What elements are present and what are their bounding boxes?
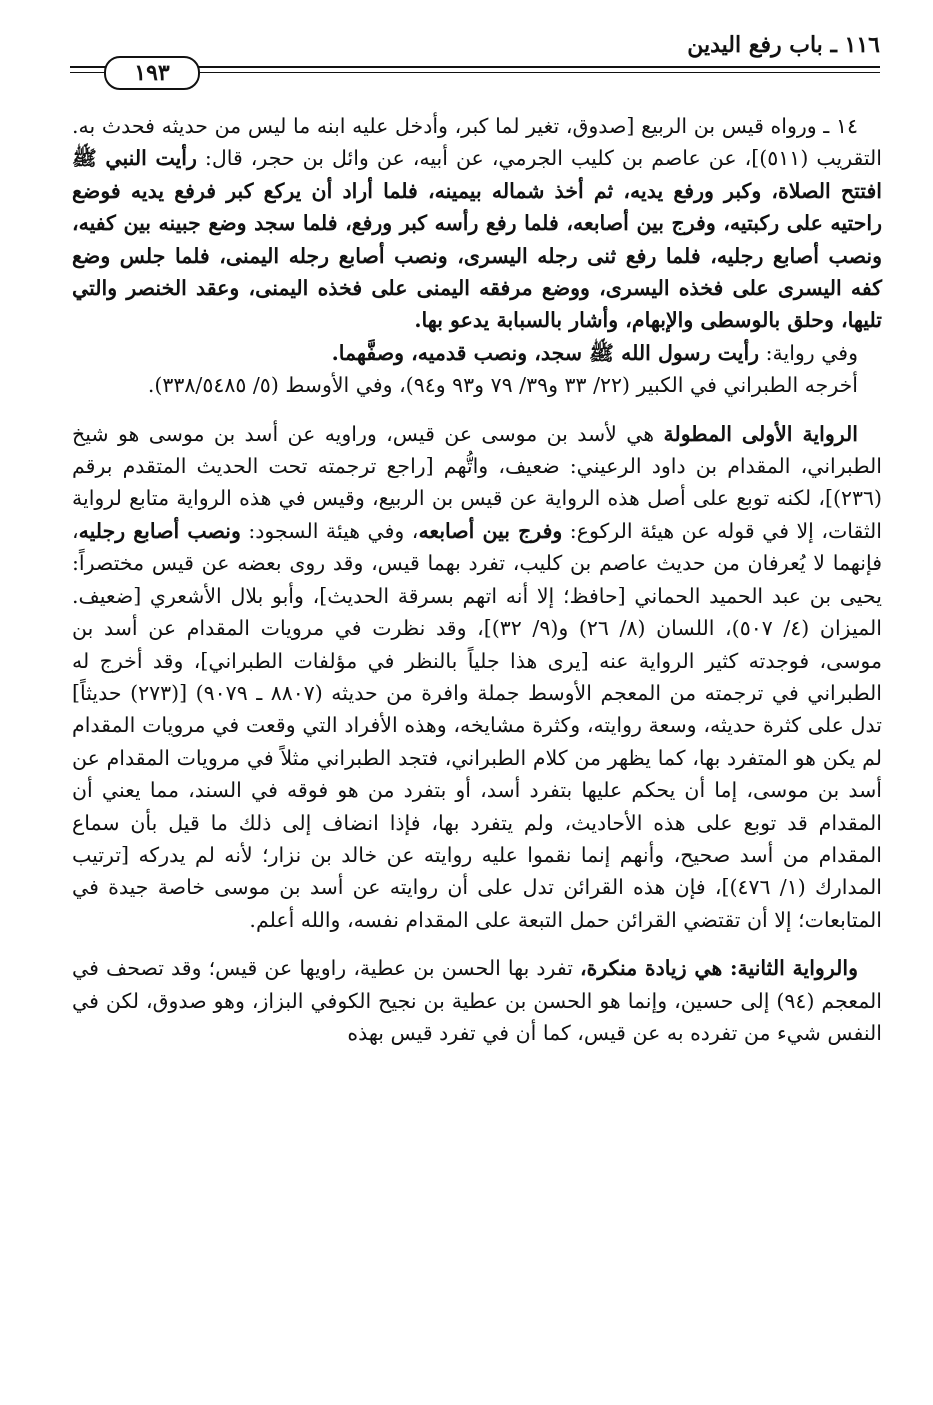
- variant-text: رأيت رسول الله ﷺ سجد، ونصب قدميه، وصفَّهما.: [331, 340, 760, 365]
- commentary-first-part1: هي لأسد بن موسى عن قيس، وراويه عن أسد بن موسى هو شيخ الطبراني، المقدام بن داود الرعيني: ضعيف، واتُّهم [راجع ترجمته تحت الحديث المتقدم برقم (٢٣٦)]، لكنه توبع على أصل هذه الرواية عن قيس بن الربيع، وقيس في هذه الرواية متابع لرواية الثقات، إلا في قوله عن هيئة الركوع:: [72, 421, 882, 543]
- spacer: [72, 936, 882, 952]
- commentary-second: [72, 952, 882, 1049]
- page-header: [70, 32, 880, 86]
- takhrij-paragraph: أخرجه الطبراني في الكبير (٢٢/ ٣٣ و٣٩/ ٧٩ و٩٣ و٩٤)، وفي الأوسط (٥/ ٣٣٨/٥٤٨٥).: [147, 373, 858, 398]
- commentary-first-lead: الرواية الأولى المطولة: [663, 421, 859, 446]
- commentary-first-part2: ، وفي هيئة السجود:: [240, 518, 419, 543]
- commentary-second-lead: والرواية الثانية: هي زيادة منكرة،: [580, 956, 858, 981]
- page-body: [72, 110, 882, 1049]
- variant-paragraph: [72, 337, 882, 369]
- spacer: [72, 402, 882, 418]
- hadith-text: رأيت النبي ﷺ افتتح الصلاة، وكبر ورفع يديه، ثم أخذ شماله بيمينه، فلما أراد أن يركع كبر فرفع يديه فوضع راحتيه على ركبتيه، وفرج بين أصابعه، فلما رفع رأسه كبر ورفع، فلما سجد وضع جبينه بين كفيه، ونصب أصابع رجليه، فلما رفع ثنى رجله اليسرى، ونصب أصابع رجله اليمنى، فلما جلس وضع كفه اليسرى على فخذه اليسرى، ووضع مرفقه اليمنى على فخذه اليمنى، وعقد الخنصر والتي تليها، وحلق بالوسطى والإبهام، وأشار بالسبابة يدعو بها.: [72, 146, 882, 333]
- commentary-first-bold1: وفرج بين أصابعه: [418, 518, 563, 543]
- commentary-first-part3: ، فإنهما لا يُعرفان من حديث عاصم بن كليب، تفرد بهما قيس، وقد روى بعضه عن قيس مختصراً: يحيى بن عبد الحميد الحماني [حافظ؛ إلا أنه اتهم بسرقة الحديث]، وأبو بلال الأشعري [ضعيف. الميزان (٤/ ٥٠٧)، اللسان (٨/ ٢٦) و(٩/ ٣٢)]، وقد نظرت في مرويات المقدام عن أسد بن موسى، فوجدته كثير الرواية عنه [يرى هذا جلياً بالنظر في مؤلفات الطبراني]، وقد أخرج له الطبراني في ترجمته من المعجم الأوسط جملة وافرة من حديثه (٨٨٠٧ ـ ٩٠٧٩) [(٢٧٣) حديثاً] تدل على كثرة حديثه، وسعة روايته، وكثرة مشايخه، وهذه الأفراد التي وقعت في مرويات المقدام لم يكن هو المتفرد بها، كما يظهر من كلام الطبراني، فتجد الطبراني مثلاً في مرويات المقدام عن أسد بن موسى، إما أن يحكم عليها بتفرد أسد، أو بتفرد من هو فوقه في السند، مما يعني أن المقدام قد توبع على هذه الأحاديث، ولم يتفرد بها، فإذا انضاف إلى ذلك ما قيل بأن سماع المقدام من أسد صحيح، وأنهم إنما نقموا عليه روايته عن خالد بن نزار؛ لأنه لم يدركه [ترتيب المدارك (١/ ٤٧٦)]، فإن هذه القرائن تدل على أن روايته عن أسد بن موسى خاصة جيدة في المتابعات؛ إلا أن تقتضي القرائن حمل التبعة على المقدام نفسه، والله أعلم.: [72, 518, 882, 932]
- hadith-intro: ١٤ ـ ورواه قيس بن الربيع [صدوق، تغير لما كبر، وأدخل عليه ابنه ما ليس من حديثه فحدث به. التقريب (٥١١)]، عن عاصم بن كليب الجرمي، عن أبيه، عن وائل بن حجر، قال:: [72, 114, 882, 171]
- variant-intro: وفي رواية:: [759, 340, 858, 365]
- page-number-badge: ١٩٣: [104, 56, 200, 90]
- commentary-first-bold2: ونصب أصابع رجليه: [78, 518, 241, 543]
- running-title: ١١٦ ـ باب رفع اليدين: [687, 32, 880, 58]
- hadith-paragraph: [72, 110, 882, 337]
- commentary-first: [72, 418, 882, 937]
- commentary-second-text: تفرد بها الحسن بن عطية، راويها عن قيس؛ وقد تصحف في المعجم (٩٤) إلى حسين، وإنما هو الحسن بن عطية بن نجيح الكوفي البزاز، وهو صدوق، لكن في النفس شيء من تفرده به عن قيس، كما أن في تفرد قيس بهذه: [72, 956, 882, 1045]
